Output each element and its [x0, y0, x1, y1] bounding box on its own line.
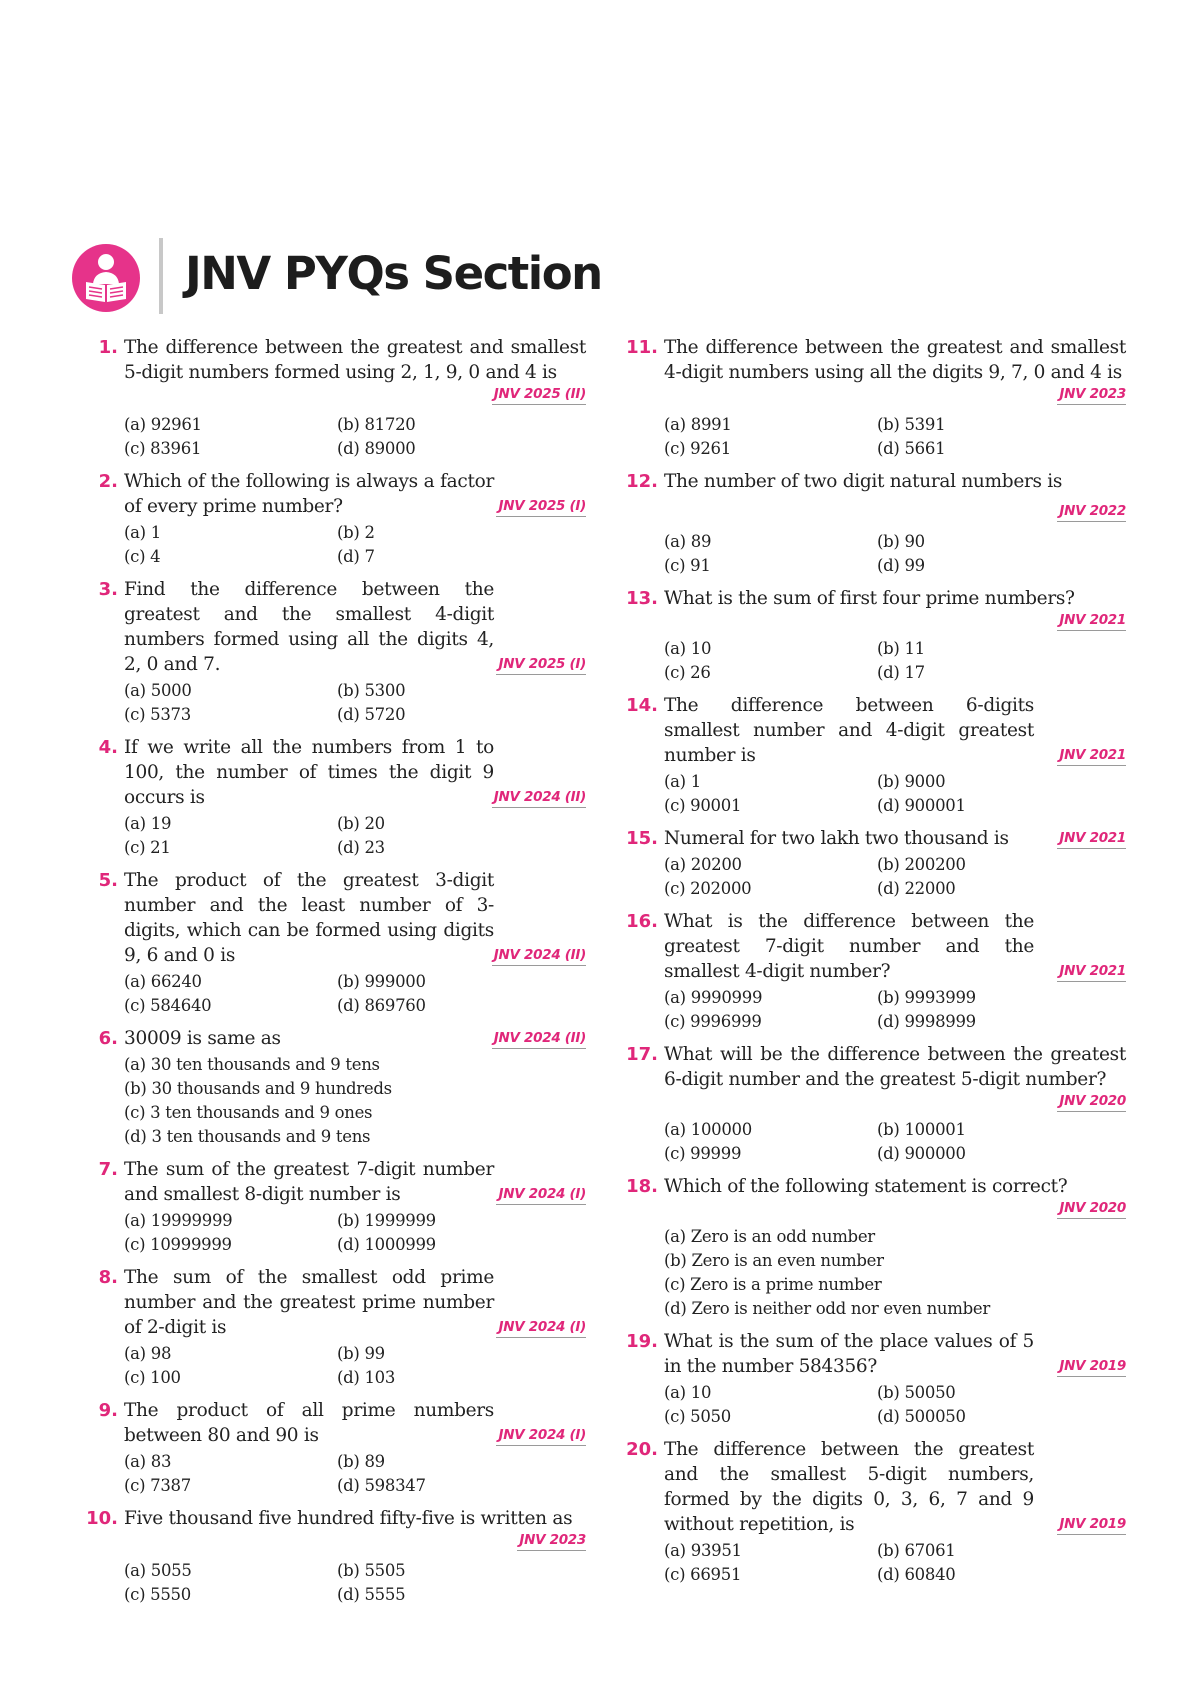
question-text: The difference between 6-digits smallest number and 4-digit greatest number is: [664, 695, 1034, 766]
option: (c) 5550: [124, 1585, 191, 1604]
options: [664, 413, 1126, 461]
option: (c) 66951: [664, 1565, 742, 1584]
options: [124, 812, 586, 860]
question-number: 17.: [626, 1044, 658, 1065]
options: [124, 970, 586, 1018]
question-17: [626, 1042, 1126, 1166]
options: [124, 1559, 586, 1607]
exam-tag: JNV 2024 (II): [492, 788, 586, 808]
question-3: [86, 577, 586, 727]
question-text: The difference between the greatest and smallest 5-digit numbers formed using 2, 1, 9, 0 and 4 is: [124, 337, 586, 383]
header-divider: [159, 238, 163, 314]
option: (d) 1000999: [337, 1235, 436, 1254]
question-19: [626, 1329, 1126, 1429]
option: (c) 202000: [664, 879, 752, 898]
option: (d) 598347: [337, 1476, 426, 1495]
question-1: [86, 335, 586, 461]
question-13: [626, 586, 1126, 685]
option: (a) 66240: [124, 972, 202, 991]
option: (d) Zero is neither odd nor even number: [664, 1299, 990, 1318]
option: (d) 17: [877, 663, 925, 682]
question-text: The number of two digit natural numbers is: [664, 471, 1063, 492]
option: (b) 67061: [877, 1541, 956, 1560]
question-14: [626, 693, 1126, 818]
question-text: The sum of the greatest 7-digit number and smallest 8-digit number is: [124, 1159, 494, 1205]
option: (b) 81720: [337, 415, 416, 434]
question-number: 13.: [626, 588, 658, 609]
option: (c) 3 ten thousands and 9 ones: [124, 1103, 373, 1122]
exam-tag: JNV 2019: [1057, 1357, 1126, 1377]
question-number: 1.: [98, 337, 118, 358]
option: (b) 1999999: [337, 1211, 436, 1230]
option: (c) Zero is a prime number: [664, 1275, 882, 1294]
option: (d) 5661: [877, 439, 946, 458]
option: (b) 9993999: [877, 988, 976, 1007]
question-text: The sum of the smallest odd prime number and the greatest prime number of 2-digit is: [124, 1267, 494, 1338]
option: (c) 10999999: [124, 1235, 232, 1254]
option: (a) 1: [124, 523, 161, 542]
option: (b) 5300: [337, 681, 406, 700]
option: (d) 89000: [337, 439, 416, 458]
question-text: Numeral for two lakh two thousand is: [664, 828, 1009, 849]
option: (c) 21: [124, 838, 171, 857]
question-text: What is the sum of the place values of 5 in the number 584356?: [664, 1331, 1034, 1377]
question-number: 12.: [626, 471, 658, 492]
question-4: [86, 735, 586, 860]
options: [664, 1118, 1126, 1166]
reader-icon: [72, 244, 140, 312]
option: (b) 50050: [877, 1383, 956, 1402]
option: (a) 100000: [664, 1120, 752, 1139]
option: (a) 5055: [124, 1561, 192, 1580]
option: (c) 584640: [124, 996, 212, 1015]
option: (d) 9998999: [877, 1012, 976, 1031]
exam-tag: JNV 2020: [1057, 1199, 1126, 1219]
question-text: What will be the difference between the greatest 6-digit number and the greatest 5-digit number?: [664, 1044, 1126, 1090]
options: [664, 1539, 1126, 1587]
options: [664, 530, 1126, 578]
option: (c) 99999: [664, 1144, 742, 1163]
option: (d) 869760: [337, 996, 426, 1015]
option: (b) 5505: [337, 1561, 406, 1580]
left-column: [86, 335, 586, 1607]
option: (b) 30 thousands and 9 hundreds: [124, 1079, 392, 1098]
exam-tag: JNV 2024 (I): [496, 1318, 586, 1338]
option: (a) 5000: [124, 681, 192, 700]
question-number: 6.: [98, 1028, 118, 1049]
exam-tag: JNV 2025 (II): [492, 385, 586, 405]
option: (a) 19999999: [124, 1211, 233, 1230]
question-8: [86, 1265, 586, 1390]
question-5: [86, 868, 586, 1018]
option: (b) 200200: [877, 855, 966, 874]
option: (a) 8991: [664, 415, 732, 434]
option: (c) 90001: [664, 796, 742, 815]
option: (a) 98: [124, 1344, 172, 1363]
question-text: Which of the following statement is correct?: [664, 1176, 1068, 1197]
option: (b) 2: [337, 523, 375, 542]
exam-tag: JNV 2024 (II): [492, 1029, 586, 1049]
question-text: The product of the greatest 3-digit number and the least number of 3- digits, which can be formed using digits 9, 6 and 0 is: [124, 870, 494, 966]
options: [664, 770, 1126, 818]
question-number: 19.: [626, 1331, 658, 1352]
option: (d) 23: [337, 838, 385, 857]
option: (d) 900001: [877, 796, 966, 815]
exam-tag: JNV 2023: [1057, 385, 1126, 405]
option: (d) 5555: [337, 1585, 406, 1604]
options: [124, 413, 586, 461]
option: (a) 83: [124, 1452, 172, 1471]
question-18: [626, 1174, 1126, 1321]
section-header: [72, 238, 672, 314]
question-6: [86, 1026, 586, 1149]
exam-tag: JNV 2021: [1057, 962, 1126, 982]
options: [124, 1342, 586, 1390]
option: (a) 30 ten thousands and 9 tens: [124, 1055, 380, 1074]
option: (b) 90: [877, 532, 925, 551]
option: (a) 92961: [124, 415, 202, 434]
question-text: If we write all the numbers from 1 to 100, the number of times the digit 9 occurs is: [124, 737, 494, 808]
option: (b) Zero is an even number: [664, 1251, 884, 1270]
option: (c) 9261: [664, 439, 731, 458]
exam-tag: JNV 2019: [1057, 1515, 1126, 1535]
option: (d) 900000: [877, 1144, 966, 1163]
options: [664, 853, 1126, 901]
question-number: 5.: [98, 870, 118, 891]
question-number: 14.: [626, 695, 658, 716]
options: [664, 637, 1126, 685]
option: (a) 89: [664, 532, 712, 551]
options: [124, 679, 586, 727]
question-number: 10.: [86, 1508, 118, 1529]
option: (b) 20: [337, 814, 385, 833]
option: (a) 1: [664, 772, 701, 791]
option: (a) 9990999: [664, 988, 763, 1007]
option: (b) 9000: [877, 772, 946, 791]
option: (b) 89: [337, 1452, 385, 1471]
options: [664, 1381, 1126, 1429]
exam-tag: JNV 2024 (II): [492, 946, 586, 966]
page-title: JNV PYQs Section: [185, 247, 602, 300]
question-text: 30009 is same as: [124, 1028, 281, 1049]
option: (d) 7: [337, 547, 375, 566]
option: (c) 4: [124, 547, 161, 566]
option: (d) 500050: [877, 1407, 966, 1426]
question-number: 11.: [626, 337, 658, 358]
question-text: The difference between the greatest and smallest 4-digit numbers using all the digits 9, 7, 0 and 4 is: [664, 337, 1126, 383]
question-text: What is the difference between the greatest 7-digit number and the smallest 4-digit number?: [664, 911, 1034, 982]
options: [124, 1450, 586, 1498]
exam-tag: JNV 2023: [517, 1531, 586, 1551]
question-number: 4.: [98, 737, 118, 758]
question-2: [86, 469, 586, 569]
option: (d) 99: [877, 556, 925, 575]
right-column: [626, 335, 1126, 1587]
option: (b) 11: [877, 639, 925, 658]
options: [664, 986, 1126, 1034]
question-7: [86, 1157, 586, 1257]
option: (d) 5720: [337, 705, 406, 724]
option: (c) 100: [124, 1368, 181, 1387]
question-number: 16.: [626, 911, 658, 932]
question-10: [86, 1506, 586, 1607]
question-text: The difference between the greatest and the smallest 5-digit numbers, formed by the digits 0, 3, 6, 7 and 9 without repetition, is: [664, 1439, 1034, 1535]
option: (a) 20200: [664, 855, 742, 874]
question-number: 15.: [626, 828, 658, 849]
question-text: Find the difference between the greatest and the smallest 4-digit numbers formed using all the digits 4, 2, 0 and 7.: [124, 579, 494, 675]
option: (c) 9996999: [664, 1012, 762, 1031]
options: [124, 1209, 586, 1257]
option: (d) 3 ten thousands and 9 tens: [124, 1127, 371, 1146]
option: (d) 103: [337, 1368, 396, 1387]
question-20: [626, 1437, 1126, 1587]
exam-tag: JNV 2024 (I): [496, 1426, 586, 1446]
options: [664, 1225, 1126, 1321]
option: (c) 5050: [664, 1407, 731, 1426]
exam-tag: JNV 2020: [1057, 1092, 1126, 1112]
question-number: 20.: [626, 1439, 658, 1460]
option: (c) 7387: [124, 1476, 191, 1495]
question-text: Which of the following is always a factor of every prime number?: [124, 471, 494, 517]
exam-tag: JNV 2021: [1057, 829, 1126, 849]
question-number: 9.: [98, 1400, 118, 1421]
question-number: 7.: [98, 1159, 118, 1180]
question-text: What is the sum of first four prime numbers?: [664, 588, 1075, 609]
option: (c) 5373: [124, 705, 191, 724]
option: (c) 83961: [124, 439, 202, 458]
option: (a) Zero is an odd number: [664, 1227, 875, 1246]
options: [124, 1053, 586, 1149]
option: (b) 99: [337, 1344, 385, 1363]
option: (b) 100001: [877, 1120, 966, 1139]
question-11: [626, 335, 1126, 461]
option: (c) 91: [664, 556, 711, 575]
option: (b) 5391: [877, 415, 946, 434]
option: (c) 26: [664, 663, 711, 682]
question-number: 3.: [98, 579, 118, 600]
question-15: [626, 826, 1126, 901]
exam-tag: JNV 2022: [1057, 502, 1126, 522]
option: (a) 10: [664, 639, 712, 658]
exam-tag: JNV 2024 (I): [496, 1185, 586, 1205]
option: (a) 93951: [664, 1541, 742, 1560]
question-text: Five thousand five hundred fifty-five is written as: [124, 1508, 573, 1529]
options: [124, 521, 586, 569]
question-number: 8.: [98, 1267, 118, 1288]
exam-tag: JNV 2021: [1057, 611, 1126, 631]
question-16: [626, 909, 1126, 1034]
question-12: [626, 469, 1126, 578]
option: (a) 10: [664, 1383, 712, 1402]
question-number: 18.: [626, 1176, 658, 1197]
exam-tag: JNV 2021: [1057, 746, 1126, 766]
option: (d) 60840: [877, 1565, 956, 1584]
option: (b) 999000: [337, 972, 426, 991]
question-text: The product of all prime numbers between 80 and 90 is: [124, 1400, 494, 1446]
exam-tag: JNV 2025 (I): [496, 497, 586, 517]
option: (a) 19: [124, 814, 172, 833]
option: (d) 22000: [877, 879, 956, 898]
question-number: 2.: [98, 471, 118, 492]
exam-tag: JNV 2025 (I): [496, 655, 586, 675]
question-9: [86, 1398, 586, 1498]
